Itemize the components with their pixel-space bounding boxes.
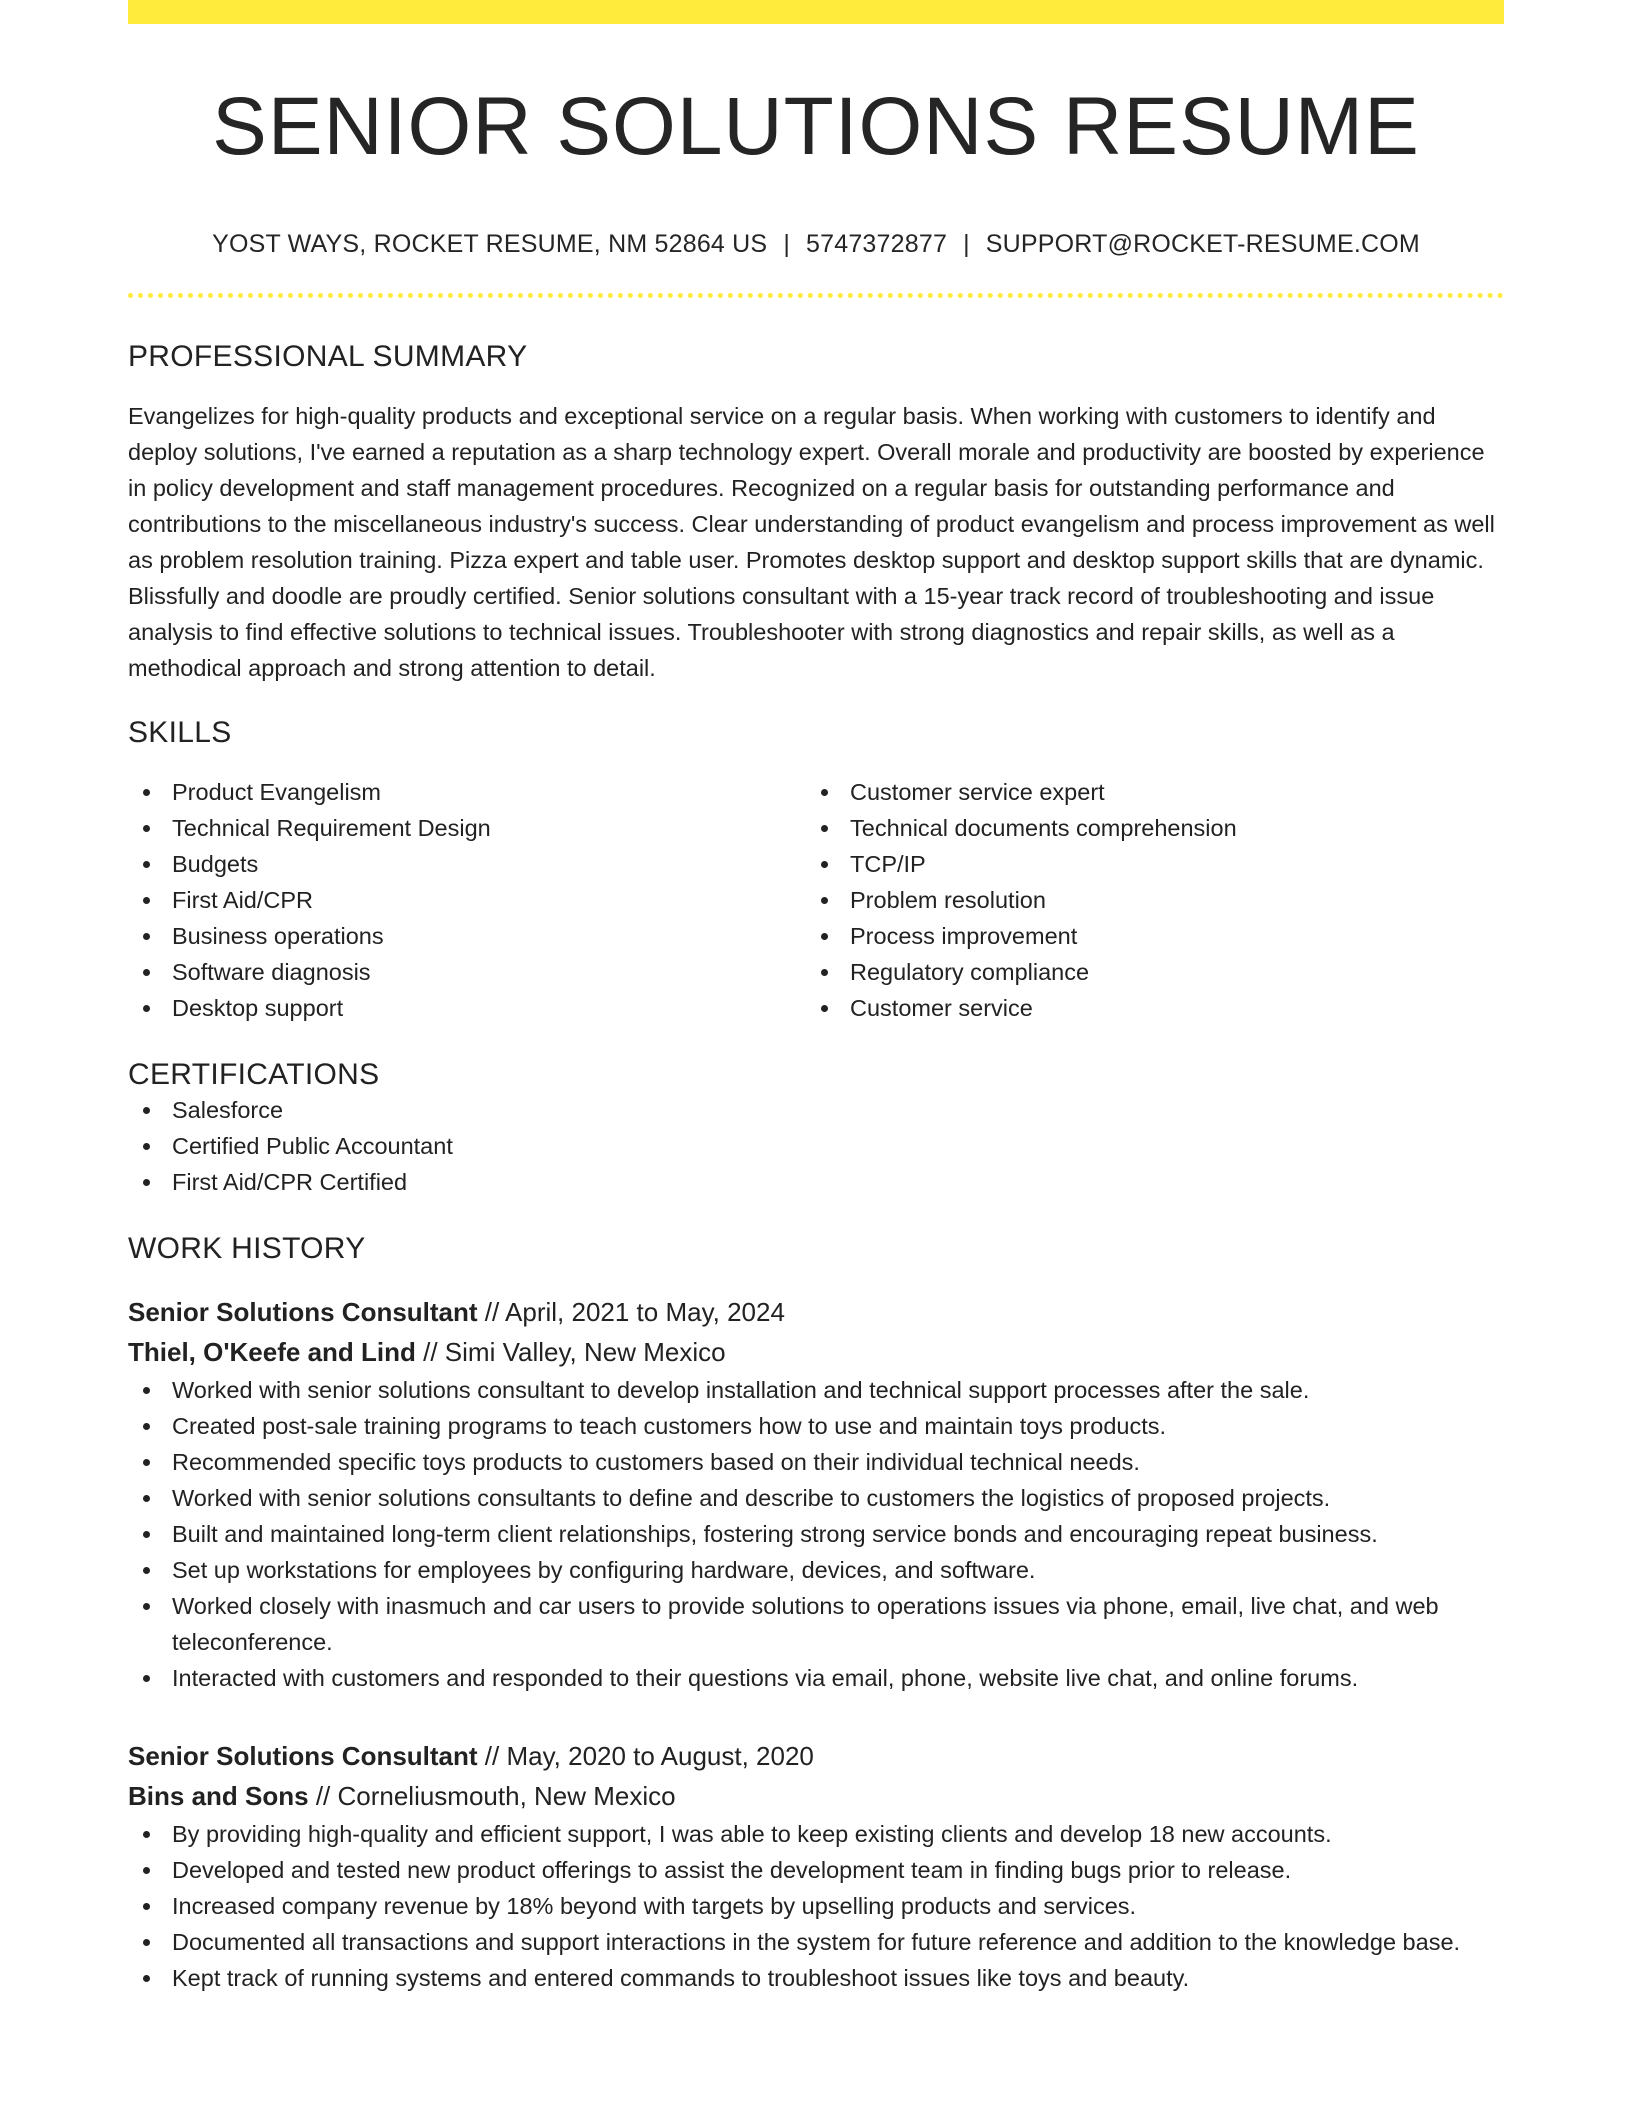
skill-item <box>806 774 1484 810</box>
skill-label: Customer service expert <box>850 779 1105 806</box>
contact-separator: | <box>963 230 970 259</box>
job-entry <box>128 1736 1504 1996</box>
job-bullet <box>128 1408 1504 1444</box>
skill-label: Product Evangelism <box>172 779 381 806</box>
job-bullet <box>128 1888 1504 1924</box>
bullet-dot <box>143 1975 150 1982</box>
bullet-dot <box>143 1603 150 1610</box>
skill-label: Budgets <box>172 851 259 878</box>
job-bullet-text: Worked closely with inasmuch and car users to provide solutions to operations issues via phone, email, live chat, and web teleconference. <box>172 1593 1439 1656</box>
contact-address: YOST WAYS, ROCKET RESUME, NM 52864 US <box>212 230 768 259</box>
job-bullet <box>128 1960 1504 1996</box>
job-bullet <box>128 1516 1504 1552</box>
certification-label: Certified Public Accountant <box>172 1133 453 1160</box>
job-company-line <box>128 1332 1504 1372</box>
skill-label: TCP/IP <box>850 851 926 878</box>
job-bullet <box>128 1444 1504 1480</box>
job-bullet <box>128 1852 1504 1888</box>
job-role: Senior Solutions Consultant <box>128 1741 478 1772</box>
job-role-line <box>128 1292 1504 1332</box>
skill-item <box>128 810 806 846</box>
contact-email: SUPPORT@ROCKET-RESUME.COM <box>985 230 1420 259</box>
bullet-dot <box>143 1867 150 1874</box>
job-role: Senior Solutions Consultant <box>128 1297 478 1328</box>
job-location: // Simi Valley, New Mexico <box>423 1337 726 1368</box>
certification-label: Salesforce <box>172 1097 284 1124</box>
bullet-dot <box>143 1423 150 1430</box>
skill-item <box>806 954 1484 990</box>
resume-page <box>128 0 1504 1996</box>
bullet-dot <box>821 789 828 796</box>
bullet-dot <box>143 969 150 976</box>
skill-label: Regulatory compliance <box>850 959 1090 986</box>
skills-heading: SKILLS <box>128 716 232 750</box>
job-dates: // May, 2020 to August, 2020 <box>484 1741 814 1772</box>
job-company: Thiel, O'Keefe and Lind <box>128 1337 416 1368</box>
job-bullet-text: Worked with senior solutions consultant to develop installation and technical support processes after the sale. <box>172 1377 1310 1404</box>
bullet-dot <box>143 1495 150 1502</box>
certification-item <box>128 1128 1504 1164</box>
bullet-dot <box>143 1107 150 1114</box>
job-bullet <box>128 1816 1504 1852</box>
job-dates: // April, 2021 to May, 2024 <box>484 1297 785 1328</box>
skills-column-left <box>128 774 806 1026</box>
contact-line <box>128 230 1504 259</box>
skill-label: Process improvement <box>850 923 1078 950</box>
certifications-list <box>128 1092 1504 1200</box>
bullet-dot <box>143 1831 150 1838</box>
bullet-dot <box>143 1005 150 1012</box>
bullet-dot <box>143 861 150 868</box>
job-company: Bins and Sons <box>128 1781 309 1812</box>
job-bullet <box>128 1588 1504 1660</box>
bullet-dot <box>143 1459 150 1466</box>
skill-item <box>128 918 806 954</box>
skill-label: Problem resolution <box>850 887 1046 914</box>
job-bullets <box>128 1372 1504 1696</box>
job-bullet-text: Set up workstations for employees by configuring hardware, devices, and software. <box>172 1557 1036 1584</box>
skill-label: Software diagnosis <box>172 959 371 986</box>
job-bullet-text: Recommended specific toys products to customers based on their individual technical needs. <box>172 1449 1140 1476</box>
job-company-line <box>128 1776 1504 1816</box>
work-history-heading: WORK HISTORY <box>128 1232 366 1266</box>
job-bullet-text: Kept track of running systems and entered commands to troubleshoot issues like toys and beauty. <box>172 1965 1190 1992</box>
bullet-dot <box>821 933 828 940</box>
job-bullet <box>128 1552 1504 1588</box>
contact-separator: | <box>783 230 791 259</box>
skill-item <box>806 846 1484 882</box>
skill-item <box>128 846 806 882</box>
skill-label: Business operations <box>172 923 384 950</box>
skill-label: Customer service <box>850 995 1033 1022</box>
job-bullet-text: By providing high-quality and efficient support, I was able to keep existing clients and develop 18 new accounts. <box>172 1821 1332 1848</box>
skill-item <box>806 810 1484 846</box>
job-bullet-text: Built and maintained long-term client relationships, fostering strong service bonds and encouraging repeat business. <box>172 1521 1378 1548</box>
job-bullet <box>128 1660 1504 1696</box>
summary-heading: PROFESSIONAL SUMMARY <box>128 340 528 374</box>
contact-phone: 5747372877 <box>806 230 948 259</box>
skill-label: Technical documents comprehension <box>850 815 1237 842</box>
certifications-heading: CERTIFICATIONS <box>128 1058 380 1092</box>
bullet-dot <box>821 897 828 904</box>
certification-item <box>128 1164 1504 1200</box>
bullet-dot <box>821 825 828 832</box>
bullet-dot <box>143 1903 150 1910</box>
job-bullet-text: Developed and tested new product offerings to assist the development team in finding bugs prior to release. <box>172 1857 1292 1884</box>
bullet-dot <box>143 897 150 904</box>
job-bullet-text: Created post-sale training programs to teach customers how to use and maintain toys products. <box>172 1413 1167 1440</box>
skills-list-right <box>806 774 1484 1026</box>
skills-grid <box>128 774 1504 1026</box>
certification-label: First Aid/CPR Certified <box>172 1169 408 1196</box>
skill-label: Technical Requirement Design <box>172 815 491 842</box>
job-bullet <box>128 1372 1504 1408</box>
skill-item <box>128 774 806 810</box>
skill-label: First Aid/CPR <box>172 887 314 914</box>
bullet-dot <box>143 1531 150 1538</box>
bullet-dot <box>143 1387 150 1394</box>
bullet-dot <box>143 1143 150 1150</box>
job-bullet-text: Increased company revenue by 18% beyond with targets by upselling products and services. <box>172 1893 1137 1920</box>
certification-item <box>128 1092 1504 1128</box>
skill-item <box>128 954 806 990</box>
bullet-dot <box>821 861 828 868</box>
accent-top-bar <box>128 0 1504 24</box>
bullet-dot <box>143 1675 150 1682</box>
bullet-dot <box>143 825 150 832</box>
bullet-dot <box>143 789 150 796</box>
job-bullet <box>128 1480 1504 1516</box>
bullet-dot <box>143 933 150 940</box>
skills-list-left <box>128 774 806 1026</box>
job-role-line <box>128 1736 1504 1776</box>
job-entry <box>128 1292 1504 1696</box>
bullet-dot <box>143 1939 150 1946</box>
skill-item <box>806 990 1484 1026</box>
job-bullets <box>128 1816 1504 1996</box>
skill-item <box>806 882 1484 918</box>
bullet-dot <box>143 1567 150 1574</box>
bullet-dot <box>821 969 828 976</box>
job-location: // Corneliusmouth, New Mexico <box>315 1781 676 1812</box>
dotted-divider <box>128 293 1504 298</box>
skills-column-right <box>806 774 1484 1026</box>
job-bullet-text: Interacted with customers and responded to their questions via email, phone, website live chat, and online forums. <box>172 1665 1359 1692</box>
resume-title: SENIOR SOLUTIONS RESUME <box>212 81 1420 172</box>
skill-item <box>128 990 806 1026</box>
job-bullet-text: Documented all transactions and support interactions in the system for future reference and addition to the knowledge base. <box>172 1929 1461 1956</box>
job-bullet <box>128 1924 1504 1960</box>
skill-item <box>128 882 806 918</box>
job-bullet-text: Worked with senior solutions consultants to define and describe to customers the logistics of proposed projects. <box>172 1485 1331 1512</box>
skill-label: Desktop support <box>172 995 344 1022</box>
bullet-dot <box>821 1005 828 1012</box>
skill-item <box>806 918 1484 954</box>
bullet-dot <box>143 1179 150 1186</box>
summary-text: Evangelizes for high-quality products and exceptional service on a regular basis. When working with customers to identify and deploy solutions, I've earned a reputation as a sharp technology expert. Overall morale and productivity are boosted by experience in policy development and staff management procedures. Recognized on a regular basis for outstanding performance and contributions to the miscellaneous industry's success. Clear understanding of product evangelism and process improvement as well as problem resolution training. Pizza expert and table user. Promotes desktop support and desktop support skills that are dynamic. Blissfully and doodle are proudly certified. Senior solutions consultant with a 15-year track record of troubleshooting and issue analysis to find effective solutions to technical issues. Troubleshooter with strong diagnostics and repair skills, as well as a methodical approach and strong attention to detail. <box>128 403 1495 682</box>
